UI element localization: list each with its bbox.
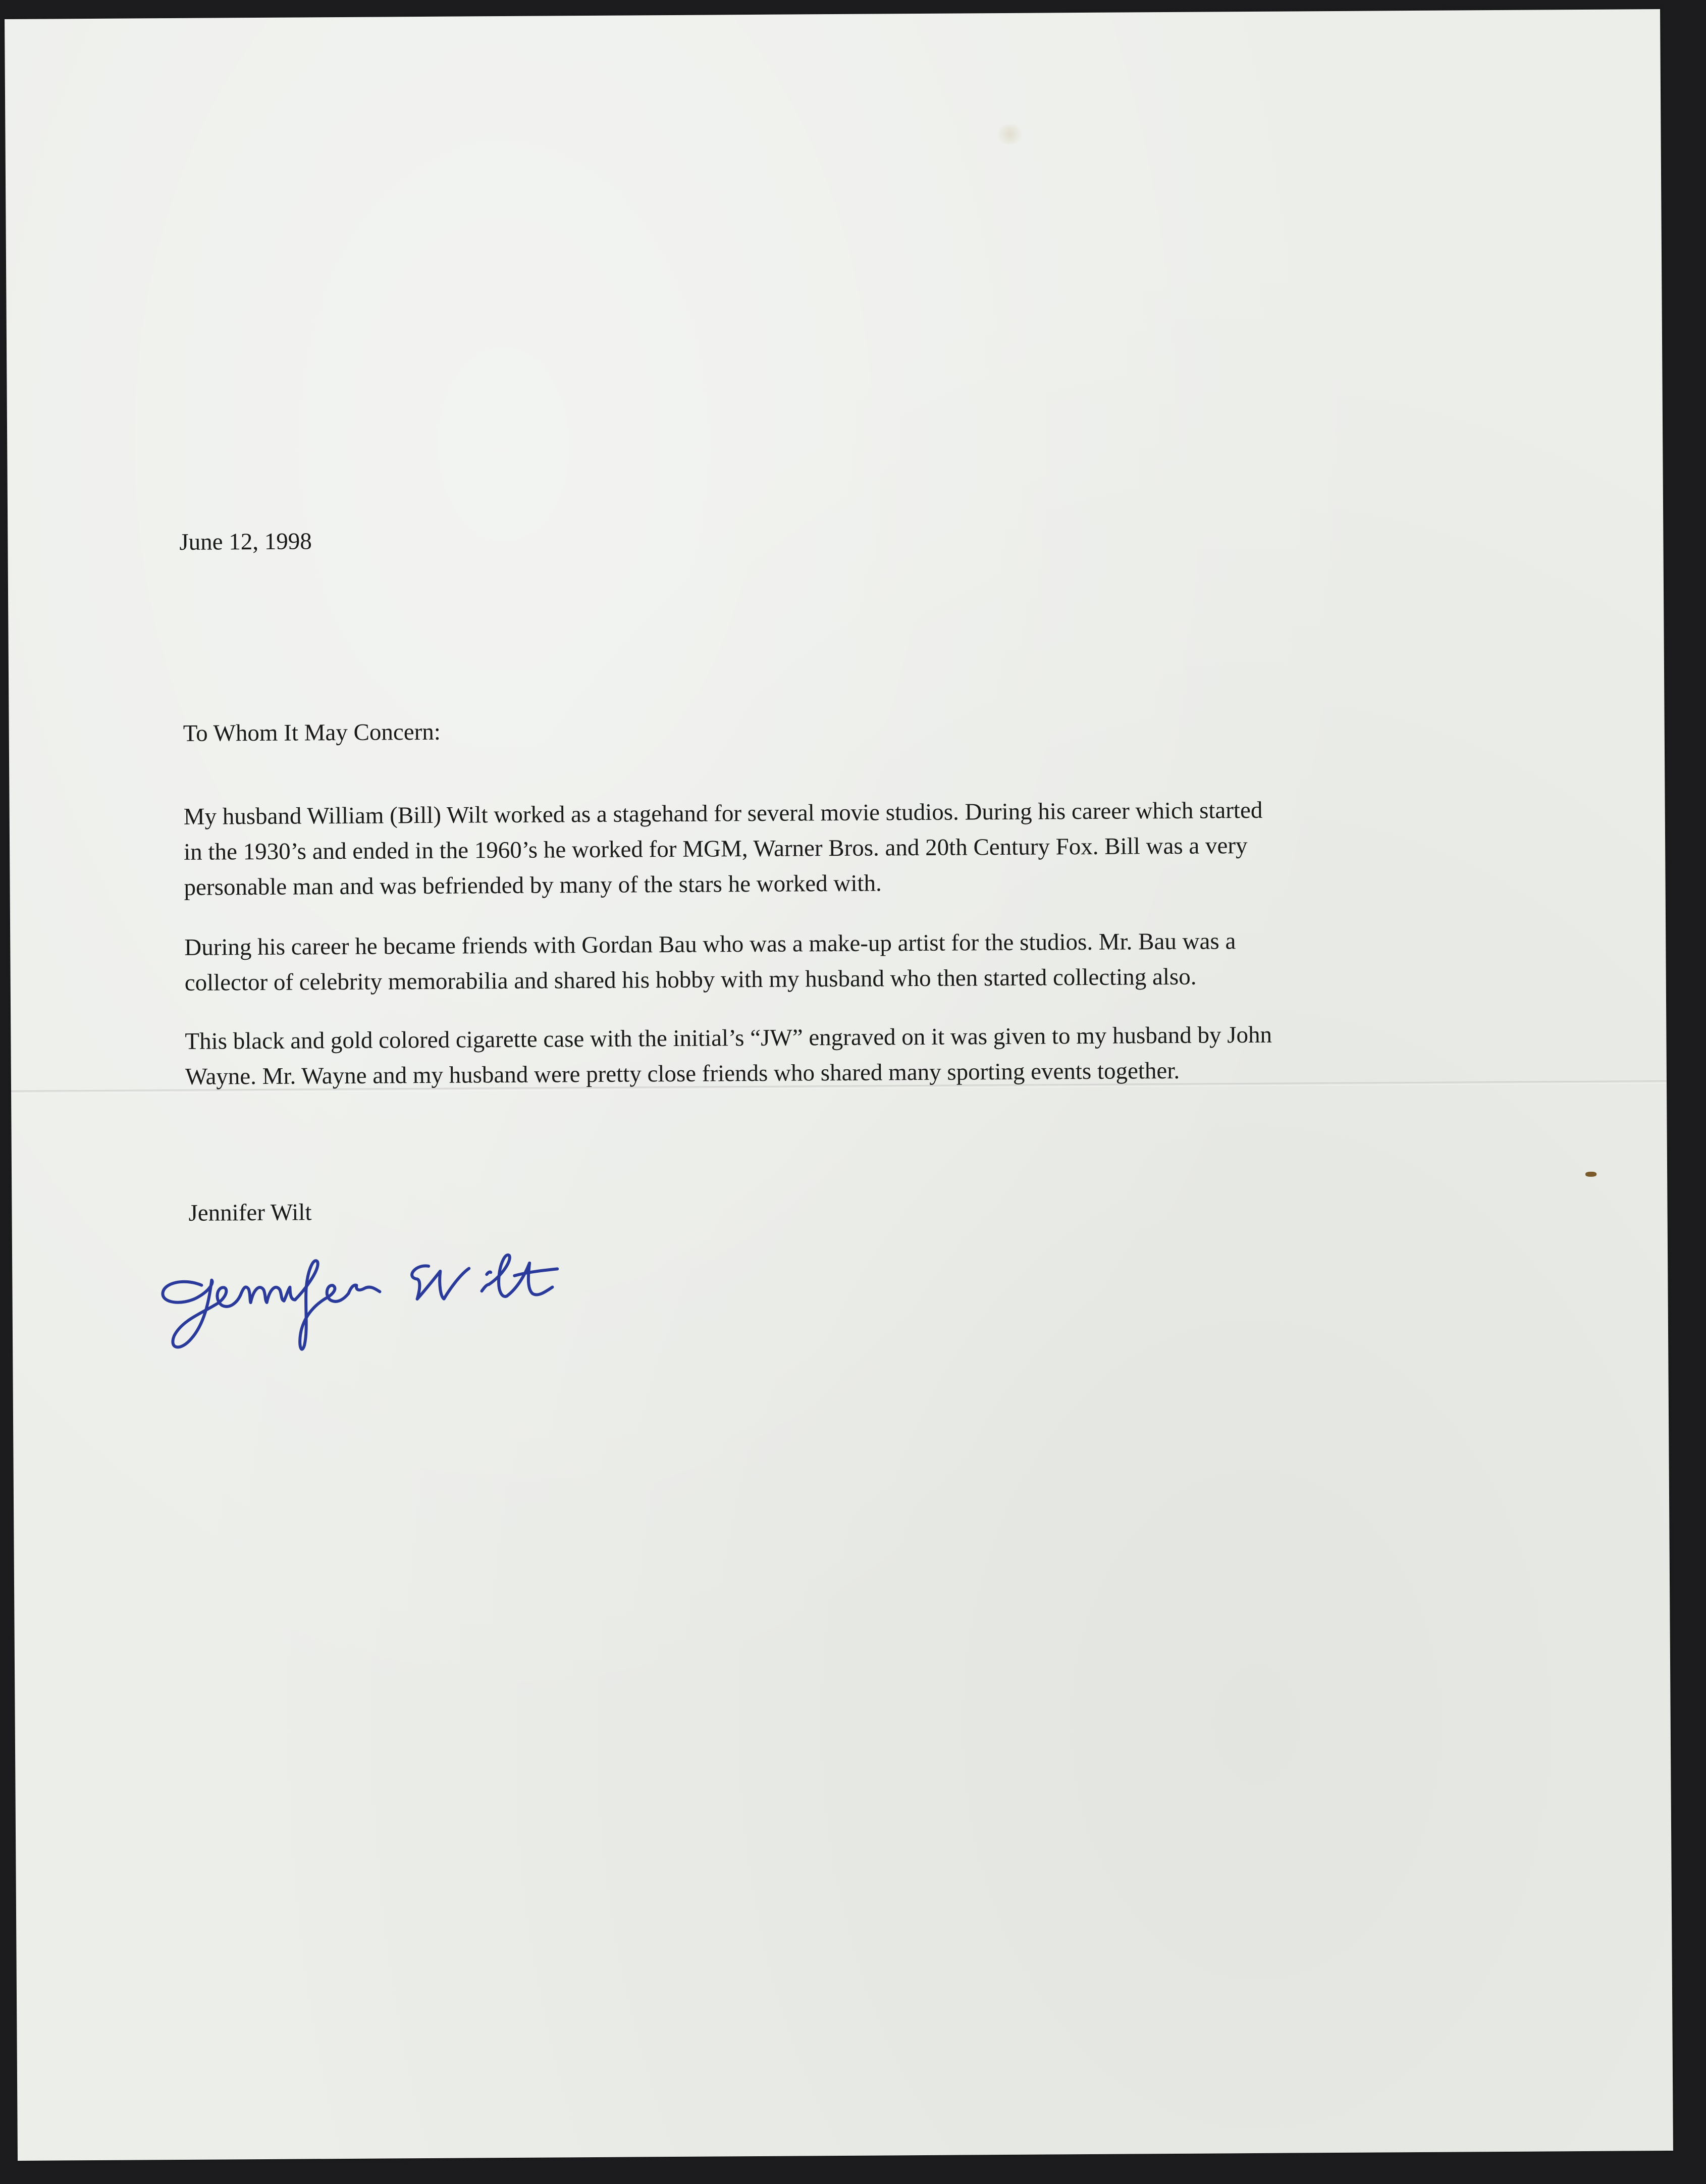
paper-stain — [994, 124, 1025, 144]
letter-date: June 12, 1998 — [179, 528, 312, 555]
paragraph-2-line-1: During his career he became friends with Gordan Bau who was a make-up artist for the studios. Mr. Bau was a — [184, 928, 1236, 961]
letter-paper — [5, 9, 1673, 2161]
paragraph-2 — [184, 923, 1236, 1001]
paragraph-3-line-1: This black and gold colored cigarette case with the initial’s “JW” engraved on it was given to my husband by John — [185, 1021, 1272, 1055]
letter-salutation: To Whom It May Concern: — [183, 718, 441, 747]
signer-name: Jennifer Wilt — [188, 1199, 312, 1226]
paragraph-2-line-2: collector of celebrity memorabilia and shared his hobby with my husband who then started collecting also. — [184, 963, 1197, 996]
paragraph-1-line-2: in the 1930’s and ended in the 1960’s he worked for MGM, Warner Bros. and 20th Century Fox. Bill was a very — [184, 833, 1248, 865]
handwritten-signature — [153, 1227, 609, 1361]
paragraph-1 — [184, 793, 1263, 905]
paragraph-3 — [185, 1017, 1272, 1095]
paragraph-1-line-1: My husband William (Bill) Wilt worked as a stagehand for several movie studios. During his career which started — [183, 797, 1263, 830]
paragraph-3-line-2: Wayne. Mr. Wayne and my husband were pretty close friends who shared many sporting events together. — [185, 1057, 1180, 1090]
paper-speck — [1585, 1172, 1596, 1177]
paragraph-1-line-3: personable man and was befriended by many of the stars he worked with. — [184, 870, 882, 901]
